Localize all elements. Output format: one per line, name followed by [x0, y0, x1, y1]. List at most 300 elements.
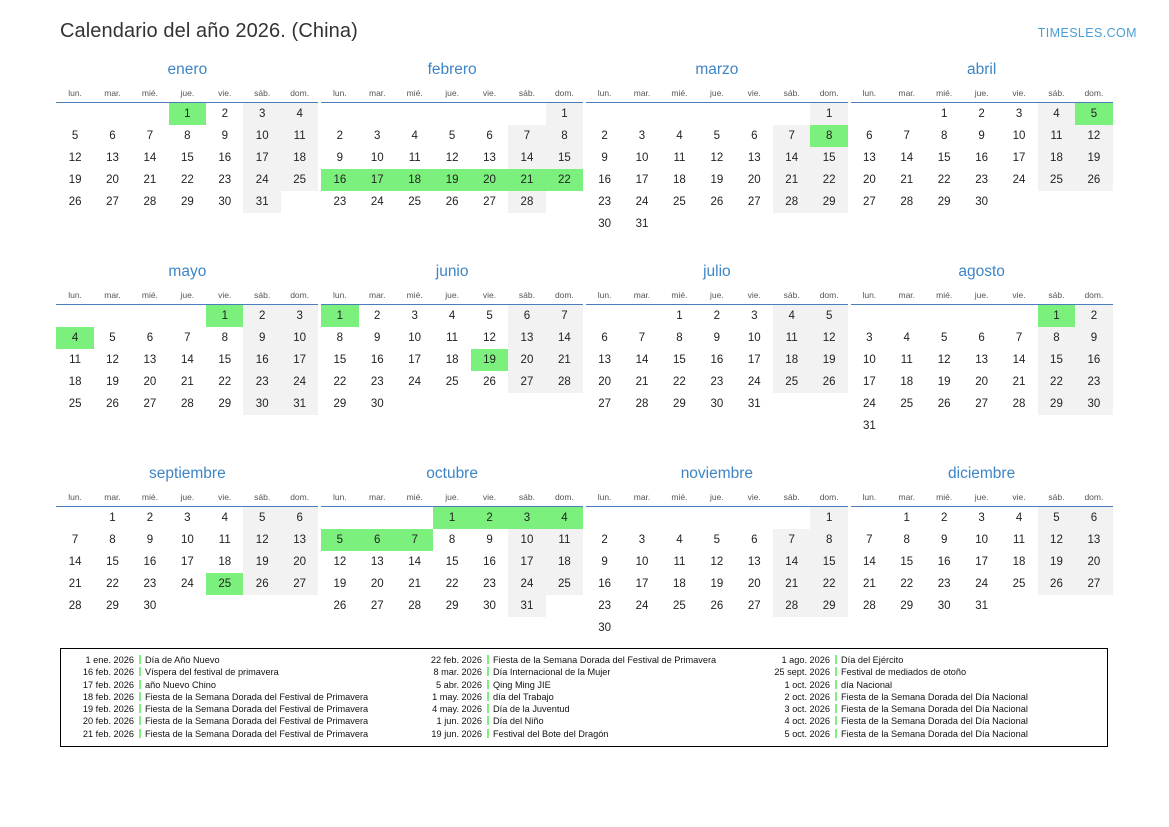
day-cell[interactable] [623, 213, 660, 235]
day-cell[interactable] [94, 393, 131, 415]
day-cell[interactable] [396, 551, 433, 573]
day-cell[interactable] [888, 147, 925, 169]
day-cell[interactable] [546, 147, 583, 169]
day-cell[interactable] [131, 573, 168, 595]
day-cell[interactable] [396, 147, 433, 169]
day-cell[interactable] [851, 595, 888, 617]
day-cell[interactable] [131, 551, 168, 573]
day-cell[interactable] [321, 393, 358, 415]
day-cell[interactable] [851, 125, 888, 147]
day-cell[interactable] [888, 327, 925, 349]
day-cell[interactable] [1038, 327, 1075, 349]
day-cell[interactable] [773, 169, 810, 191]
day-cell[interactable] [396, 595, 433, 617]
day-cell[interactable] [433, 529, 470, 551]
day-cell[interactable] [736, 393, 773, 415]
day-cell[interactable] [131, 529, 168, 551]
day-cell[interactable] [698, 349, 735, 371]
day-cell[interactable] [623, 147, 660, 169]
day-cell[interactable] [623, 551, 660, 573]
day-cell[interactable] [1075, 349, 1112, 371]
day-cell[interactable] [623, 327, 660, 349]
day-cell[interactable] [546, 349, 583, 371]
day-cell[interactable] [131, 147, 168, 169]
day-cell[interactable] [546, 529, 583, 551]
day-cell[interactable] [321, 573, 358, 595]
day-cell[interactable] [1000, 507, 1037, 530]
day-cell[interactable] [359, 327, 396, 349]
day-cell[interactable] [433, 595, 470, 617]
day-cell[interactable] [281, 169, 318, 191]
day-cell[interactable] [736, 169, 773, 191]
day-cell[interactable] [56, 349, 93, 371]
day-cell-holiday[interactable] [56, 327, 93, 349]
day-cell[interactable] [281, 371, 318, 393]
day-cell-holiday[interactable] [471, 349, 508, 371]
day-cell[interactable] [963, 393, 1000, 415]
day-cell[interactable] [243, 551, 280, 573]
day-cell[interactable] [1075, 169, 1112, 191]
day-cell[interactable] [925, 507, 962, 530]
day-cell[interactable] [963, 595, 1000, 617]
day-cell[interactable] [508, 595, 545, 617]
day-cell[interactable] [1000, 529, 1037, 551]
day-cell[interactable] [359, 371, 396, 393]
day-cell[interactable] [508, 573, 545, 595]
day-cell[interactable] [94, 595, 131, 617]
day-cell[interactable] [471, 305, 508, 328]
day-cell[interactable] [773, 191, 810, 213]
day-cell[interactable] [925, 147, 962, 169]
day-cell[interactable] [243, 169, 280, 191]
day-cell[interactable] [169, 507, 206, 530]
day-cell[interactable] [698, 393, 735, 415]
day-cell[interactable] [1000, 371, 1037, 393]
day-cell[interactable] [810, 147, 847, 169]
day-cell[interactable] [131, 191, 168, 213]
day-cell-holiday[interactable] [321, 169, 358, 191]
day-cell[interactable] [888, 507, 925, 530]
day-cell[interactable] [281, 147, 318, 169]
day-cell[interactable] [281, 573, 318, 595]
day-cell[interactable] [698, 327, 735, 349]
day-cell[interactable] [925, 191, 962, 213]
day-cell[interactable] [206, 393, 243, 415]
day-cell[interactable] [925, 371, 962, 393]
day-cell[interactable] [1038, 125, 1075, 147]
day-cell[interactable] [169, 125, 206, 147]
day-cell[interactable] [433, 349, 470, 371]
day-cell[interactable] [623, 529, 660, 551]
day-cell[interactable] [963, 103, 1000, 126]
day-cell[interactable] [698, 125, 735, 147]
day-cell[interactable] [1038, 169, 1075, 191]
day-cell[interactable] [661, 327, 698, 349]
day-cell[interactable] [206, 169, 243, 191]
day-cell[interactable] [359, 393, 396, 415]
day-cell[interactable] [736, 551, 773, 573]
day-cell[interactable] [661, 551, 698, 573]
day-cell[interactable] [698, 595, 735, 617]
day-cell[interactable] [586, 595, 623, 617]
day-cell[interactable] [396, 349, 433, 371]
day-cell[interactable] [359, 349, 396, 371]
day-cell[interactable] [851, 415, 888, 437]
day-cell[interactable] [243, 349, 280, 371]
day-cell[interactable] [321, 125, 358, 147]
day-cell[interactable] [169, 147, 206, 169]
day-cell[interactable] [1000, 125, 1037, 147]
day-cell[interactable] [736, 327, 773, 349]
day-cell[interactable] [94, 169, 131, 191]
day-cell[interactable] [56, 573, 93, 595]
day-cell[interactable] [661, 147, 698, 169]
day-cell[interactable] [94, 191, 131, 213]
day-cell[interactable] [810, 103, 847, 126]
day-cell[interactable] [206, 507, 243, 530]
day-cell[interactable] [433, 371, 470, 393]
day-cell[interactable] [586, 191, 623, 213]
day-cell[interactable] [321, 551, 358, 573]
day-cell-holiday[interactable] [810, 125, 847, 147]
day-cell[interactable] [1000, 393, 1037, 415]
day-cell[interactable] [851, 529, 888, 551]
day-cell[interactable] [471, 327, 508, 349]
day-cell[interactable] [546, 125, 583, 147]
day-cell[interactable] [851, 371, 888, 393]
day-cell[interactable] [169, 191, 206, 213]
day-cell[interactable] [1075, 393, 1112, 415]
day-cell[interactable] [888, 551, 925, 573]
day-cell[interactable] [281, 327, 318, 349]
day-cell[interactable] [1038, 371, 1075, 393]
day-cell[interactable] [94, 371, 131, 393]
day-cell[interactable] [623, 371, 660, 393]
day-cell[interactable] [851, 393, 888, 415]
day-cell[interactable] [963, 169, 1000, 191]
day-cell[interactable] [963, 529, 1000, 551]
day-cell[interactable] [56, 169, 93, 191]
day-cell[interactable] [433, 125, 470, 147]
day-cell[interactable] [963, 349, 1000, 371]
day-cell[interactable] [206, 529, 243, 551]
day-cell[interactable] [243, 529, 280, 551]
day-cell[interactable] [1000, 169, 1037, 191]
day-cell-holiday[interactable] [396, 529, 433, 551]
day-cell[interactable] [773, 551, 810, 573]
day-cell[interactable] [508, 551, 545, 573]
day-cell[interactable] [56, 371, 93, 393]
day-cell[interactable] [546, 573, 583, 595]
day-cell[interactable] [94, 327, 131, 349]
day-cell[interactable] [1038, 573, 1075, 595]
day-cell[interactable] [471, 371, 508, 393]
day-cell[interactable] [243, 371, 280, 393]
day-cell-holiday[interactable] [433, 169, 470, 191]
day-cell[interactable] [281, 393, 318, 415]
day-cell[interactable] [1075, 371, 1112, 393]
day-cell[interactable] [925, 169, 962, 191]
day-cell[interactable] [623, 573, 660, 595]
day-cell[interactable] [963, 371, 1000, 393]
day-cell[interactable] [169, 551, 206, 573]
day-cell[interactable] [169, 327, 206, 349]
day-cell[interactable] [206, 327, 243, 349]
day-cell[interactable] [773, 305, 810, 328]
day-cell[interactable] [773, 371, 810, 393]
day-cell[interactable] [851, 169, 888, 191]
day-cell[interactable] [586, 529, 623, 551]
day-cell[interactable] [281, 305, 318, 328]
day-cell[interactable] [169, 349, 206, 371]
day-cell[interactable] [963, 327, 1000, 349]
day-cell[interactable] [661, 169, 698, 191]
day-cell[interactable] [773, 529, 810, 551]
day-cell[interactable] [243, 327, 280, 349]
day-cell[interactable] [131, 371, 168, 393]
day-cell-holiday[interactable] [321, 529, 358, 551]
day-cell[interactable] [94, 507, 131, 530]
day-cell[interactable] [661, 125, 698, 147]
day-cell[interactable] [206, 349, 243, 371]
day-cell[interactable] [169, 393, 206, 415]
day-cell[interactable] [56, 551, 93, 573]
day-cell[interactable] [56, 147, 93, 169]
day-cell[interactable] [281, 349, 318, 371]
day-cell[interactable] [396, 305, 433, 328]
day-cell[interactable] [243, 393, 280, 415]
day-cell[interactable] [396, 125, 433, 147]
day-cell[interactable] [94, 349, 131, 371]
day-cell[interactable] [810, 305, 847, 328]
day-cell[interactable] [546, 327, 583, 349]
day-cell[interactable] [1075, 125, 1112, 147]
day-cell[interactable] [471, 573, 508, 595]
day-cell[interactable] [169, 573, 206, 595]
day-cell[interactable] [546, 103, 583, 126]
day-cell[interactable] [661, 393, 698, 415]
day-cell[interactable] [471, 551, 508, 573]
day-cell[interactable] [810, 349, 847, 371]
day-cell[interactable] [1000, 349, 1037, 371]
day-cell[interactable] [131, 125, 168, 147]
day-cell[interactable] [736, 371, 773, 393]
day-cell[interactable] [925, 573, 962, 595]
day-cell-holiday[interactable] [433, 507, 470, 530]
day-cell[interactable] [773, 349, 810, 371]
day-cell[interactable] [698, 371, 735, 393]
day-cell[interactable] [963, 191, 1000, 213]
day-cell[interactable] [94, 551, 131, 573]
day-cell[interactable] [546, 305, 583, 328]
day-cell[interactable] [508, 305, 545, 328]
day-cell[interactable] [56, 393, 93, 415]
day-cell[interactable] [281, 551, 318, 573]
day-cell[interactable] [623, 393, 660, 415]
day-cell[interactable] [888, 169, 925, 191]
day-cell[interactable] [321, 147, 358, 169]
day-cell[interactable] [810, 169, 847, 191]
day-cell[interactable] [1038, 529, 1075, 551]
day-cell[interactable] [1038, 349, 1075, 371]
day-cell-holiday[interactable] [471, 507, 508, 530]
day-cell[interactable] [810, 371, 847, 393]
day-cell[interactable] [736, 147, 773, 169]
day-cell[interactable] [736, 573, 773, 595]
day-cell[interactable] [206, 191, 243, 213]
day-cell[interactable] [243, 103, 280, 126]
day-cell[interactable] [433, 147, 470, 169]
day-cell[interactable] [1038, 103, 1075, 126]
day-cell[interactable] [359, 191, 396, 213]
day-cell[interactable] [471, 191, 508, 213]
day-cell-holiday[interactable] [359, 529, 396, 551]
day-cell[interactable] [131, 169, 168, 191]
day-cell[interactable] [94, 147, 131, 169]
day-cell[interactable] [1038, 147, 1075, 169]
day-cell[interactable] [281, 125, 318, 147]
day-cell[interactable] [321, 371, 358, 393]
day-cell[interactable] [206, 551, 243, 573]
day-cell[interactable] [321, 595, 358, 617]
day-cell[interactable] [56, 191, 93, 213]
day-cell[interactable] [508, 529, 545, 551]
day-cell[interactable] [810, 551, 847, 573]
day-cell[interactable] [508, 327, 545, 349]
day-cell[interactable] [586, 125, 623, 147]
day-cell[interactable] [661, 371, 698, 393]
day-cell[interactable] [1075, 529, 1112, 551]
day-cell[interactable] [698, 305, 735, 328]
day-cell-holiday[interactable] [546, 169, 583, 191]
day-cell[interactable] [925, 393, 962, 415]
day-cell[interactable] [963, 551, 1000, 573]
day-cell[interactable] [888, 393, 925, 415]
day-cell[interactable] [925, 327, 962, 349]
day-cell[interactable] [508, 125, 545, 147]
day-cell[interactable] [243, 573, 280, 595]
day-cell[interactable] [698, 169, 735, 191]
day-cell[interactable] [206, 103, 243, 126]
day-cell[interactable] [698, 191, 735, 213]
day-cell[interactable] [281, 507, 318, 530]
day-cell[interactable] [736, 191, 773, 213]
day-cell[interactable] [1000, 103, 1037, 126]
day-cell[interactable] [925, 551, 962, 573]
day-cell[interactable] [851, 327, 888, 349]
day-cell[interactable] [925, 595, 962, 617]
day-cell[interactable] [773, 125, 810, 147]
site-brand[interactable]: TIMESLES.COM [1037, 26, 1137, 40]
day-cell[interactable] [736, 125, 773, 147]
day-cell[interactable] [94, 529, 131, 551]
day-cell[interactable] [321, 349, 358, 371]
day-cell[interactable] [661, 305, 698, 328]
day-cell[interactable] [321, 191, 358, 213]
day-cell[interactable] [359, 551, 396, 573]
day-cell[interactable] [1000, 551, 1037, 573]
day-cell[interactable] [243, 507, 280, 530]
day-cell[interactable] [661, 191, 698, 213]
day-cell[interactable] [623, 595, 660, 617]
day-cell-holiday[interactable] [206, 305, 243, 328]
day-cell[interactable] [243, 191, 280, 213]
day-cell[interactable] [396, 327, 433, 349]
day-cell-holiday[interactable] [321, 305, 358, 328]
day-cell[interactable] [963, 147, 1000, 169]
day-cell[interactable] [243, 125, 280, 147]
day-cell[interactable] [471, 147, 508, 169]
day-cell[interactable] [925, 349, 962, 371]
day-cell[interactable] [471, 125, 508, 147]
day-cell[interactable] [888, 125, 925, 147]
day-cell[interactable] [1075, 327, 1112, 349]
day-cell[interactable] [851, 349, 888, 371]
day-cell[interactable] [851, 573, 888, 595]
day-cell[interactable] [851, 551, 888, 573]
day-cell[interactable] [773, 573, 810, 595]
day-cell[interactable] [131, 393, 168, 415]
day-cell[interactable] [359, 125, 396, 147]
day-cell-holiday[interactable] [508, 169, 545, 191]
day-cell[interactable] [471, 529, 508, 551]
day-cell[interactable] [1000, 327, 1037, 349]
day-cell[interactable] [169, 169, 206, 191]
day-cell[interactable] [963, 125, 1000, 147]
day-cell[interactable] [1075, 305, 1112, 328]
day-cell[interactable] [586, 617, 623, 639]
day-cell[interactable] [169, 371, 206, 393]
day-cell[interactable] [1038, 393, 1075, 415]
day-cell[interactable] [56, 125, 93, 147]
day-cell[interactable] [508, 191, 545, 213]
day-cell[interactable] [1038, 551, 1075, 573]
day-cell[interactable] [586, 371, 623, 393]
day-cell[interactable] [1000, 573, 1037, 595]
day-cell[interactable] [131, 595, 168, 617]
day-cell[interactable] [206, 147, 243, 169]
day-cell[interactable] [131, 349, 168, 371]
day-cell[interactable] [56, 529, 93, 551]
day-cell[interactable] [471, 595, 508, 617]
day-cell[interactable] [586, 393, 623, 415]
day-cell[interactable] [396, 191, 433, 213]
day-cell[interactable] [773, 327, 810, 349]
day-cell[interactable] [810, 529, 847, 551]
day-cell[interactable] [810, 573, 847, 595]
day-cell[interactable] [963, 507, 1000, 530]
day-cell[interactable] [1038, 507, 1075, 530]
day-cell[interactable] [508, 349, 545, 371]
day-cell[interactable] [661, 595, 698, 617]
day-cell[interactable] [925, 125, 962, 147]
day-cell[interactable] [508, 147, 545, 169]
day-cell[interactable] [94, 573, 131, 595]
day-cell[interactable] [623, 349, 660, 371]
day-cell[interactable] [433, 573, 470, 595]
day-cell[interactable] [56, 595, 93, 617]
day-cell[interactable] [281, 103, 318, 126]
day-cell[interactable] [433, 305, 470, 328]
day-cell[interactable] [773, 147, 810, 169]
day-cell[interactable] [546, 371, 583, 393]
day-cell[interactable] [586, 213, 623, 235]
day-cell[interactable] [131, 327, 168, 349]
day-cell[interactable] [810, 507, 847, 530]
day-cell[interactable] [661, 529, 698, 551]
day-cell[interactable] [925, 103, 962, 126]
day-cell[interactable] [206, 371, 243, 393]
